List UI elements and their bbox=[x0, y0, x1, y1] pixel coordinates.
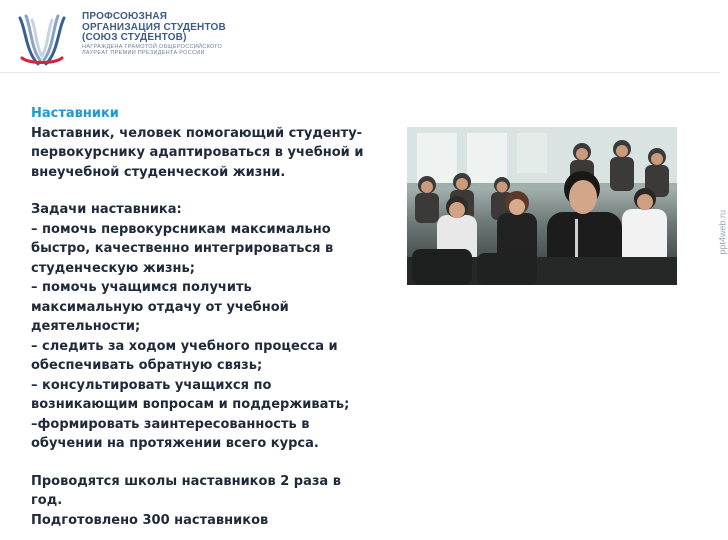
text-line: год. bbox=[31, 493, 63, 508]
task-line: – помочь первокурсникам максимально bbox=[31, 221, 331, 237]
slide-text bbox=[31, 104, 391, 530]
org-line: ПРОФСОЮЗНАЯ bbox=[82, 11, 168, 22]
header bbox=[0, 0, 720, 72]
tasks-list bbox=[31, 200, 391, 454]
text-line: Наставник, человек помогающий студенту- bbox=[31, 125, 363, 141]
task-line: – следить за ходом учебного процесса и bbox=[31, 338, 338, 354]
task-line: деятельности; bbox=[31, 319, 141, 334]
text-line: внеучебной студенческой жизни. bbox=[31, 164, 286, 180]
task-line: максимальную отдачу от учебной bbox=[31, 299, 289, 315]
org-line: ОРГАНИЗАЦИЯ СТУДЕНТОВ bbox=[82, 21, 226, 33]
text-line: Подготовлено 300 наставников bbox=[31, 512, 269, 528]
task-line: обучении на протяжении всего курса. bbox=[31, 436, 319, 451]
org-award-line: ЛАУРЕАТ ПРЕМИИ ПРЕЗИДЕНТА РОССИИ bbox=[82, 50, 205, 56]
task-line: возникающим вопросам и поддерживать; bbox=[31, 397, 350, 412]
org-award-line: НАГРАЖДЕНА ГРАМОТОЙ ОБЩЕРОССИЙСКОГО bbox=[82, 43, 223, 50]
header-divider bbox=[0, 72, 720, 73]
text-line: первокурснику адаптироваться в учебной и bbox=[31, 145, 364, 160]
task-line: быстро, качественно интегрироваться в bbox=[31, 241, 334, 256]
org-line: (СОЮЗ СТУДЕНТОВ) bbox=[82, 32, 187, 43]
photo-watermark: ppt4web.ru bbox=[718, 210, 728, 255]
closing-paragraph bbox=[31, 472, 391, 531]
union-book-logo bbox=[16, 12, 68, 68]
task-line: обеспечивать обратную связь; bbox=[31, 358, 263, 373]
slide-title: Наставники bbox=[31, 106, 119, 121]
tasks-heading: Задачи наставника: bbox=[31, 202, 182, 217]
task-line: –формировать заинтересованность в bbox=[31, 416, 310, 432]
audience-illustration bbox=[407, 127, 677, 285]
text-line: Проводятся школы наставников 2 раза в bbox=[31, 473, 341, 489]
task-line: – помочь учащимся получить bbox=[31, 280, 252, 295]
task-line: – консультировать учащихся по bbox=[31, 377, 272, 393]
task-line: студенческую жизнь; bbox=[31, 260, 195, 276]
definition-paragraph bbox=[31, 124, 391, 183]
students-audience-photo bbox=[407, 127, 677, 285]
organization-name bbox=[82, 12, 502, 57]
